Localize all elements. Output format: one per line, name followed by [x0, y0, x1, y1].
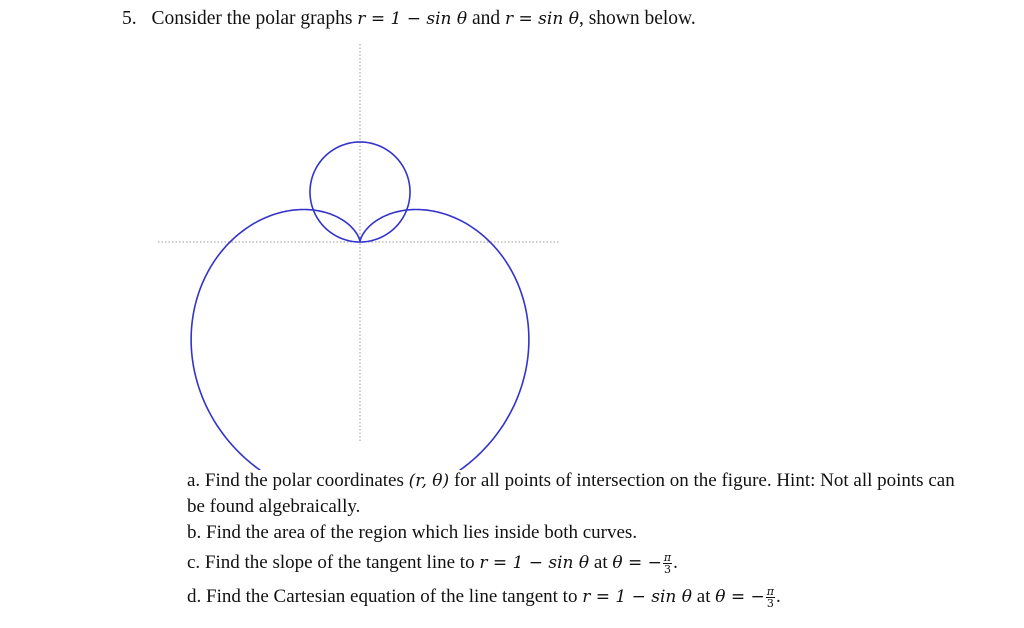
part-d — [187, 584, 967, 610]
part-c-theta: θ = − — [612, 553, 662, 573]
part-d-at: at — [696, 586, 711, 607]
equation-cardioid: r = 1 − sin θ — [357, 9, 468, 29]
part-d-frac-den: 3 — [766, 597, 774, 611]
problem-tail: , shown below. — [578, 8, 696, 29]
question-parts — [187, 468, 967, 610]
cardioid-curve — [191, 210, 529, 471]
problem-intro: Consider the polar graphs — [151, 8, 353, 29]
part-b-text: b. Find the area of the region which lies inside both curves. — [187, 522, 638, 543]
part-c-text: c. Find the slope of the tangent line to — [187, 552, 475, 573]
part-c-frac-den: 3 — [664, 563, 671, 577]
problem-number: 5. — [122, 8, 137, 29]
part-c-end: . — [673, 552, 678, 573]
part-a-rest: for all points of intersection on the figure. Hint: Not all points can be found algebraically. — [187, 470, 955, 517]
part-c-frac-num: π — [663, 551, 672, 565]
part-a — [187, 468, 967, 520]
part-a-text: a. Find the polar coordinates — [187, 470, 404, 491]
part-d-theta: θ = − — [715, 587, 765, 607]
part-c-equation: r = 1 − sin θ — [479, 553, 590, 573]
part-c-fraction — [663, 552, 672, 575]
part-d-equation: r = 1 − sin θ — [582, 587, 693, 607]
part-d-end: . — [776, 586, 781, 607]
problem-and: and — [471, 8, 501, 29]
part-a-coords: (r, θ) — [408, 471, 450, 491]
equation-circle: r = sin θ — [505, 9, 579, 29]
part-c-at: at — [593, 552, 608, 573]
part-d-fraction — [766, 586, 775, 609]
part-d-frac-num: π — [766, 585, 774, 599]
part-d-text: d. Find the Cartesian equation of the line tangent to — [187, 586, 578, 607]
part-c — [187, 550, 967, 576]
part-b — [187, 520, 967, 546]
